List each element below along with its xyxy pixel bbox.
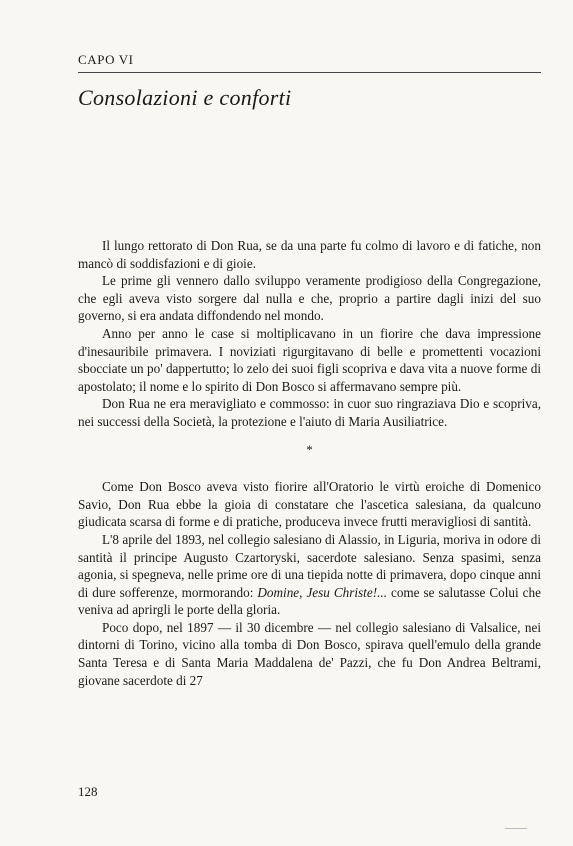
paragraph-text: L'8 aprile del 1893, nel collegio salesiano di Alassio, in Liguria, moriva in odore di santità il principe Augusto Czartoryski, sacerdote salesiano. Senza spasimi, senza agonia, si spegneva, nelle prime ore di una tiepida notte di primavera, dopo cinque anni di dure sofferenze, mormorando: (78, 531, 541, 600)
chapter-title: Consolazioni e conforti (78, 85, 292, 110)
paragraph: Il lungo rettorato di Don Rua, se da una parte fu colmo di lavoro e di fatiche, non mancò di soddisfazioni e di gioie. (78, 238, 541, 271)
latin-invocation: Domine, Jesu Christe!... (257, 584, 387, 600)
paragraph: Don Rua ne era meravigliato e commosso: in cuor suo ringraziava Dio e scopriva, nei successi della Società, la protezione e l'aiuto di Maria Ausiliatrice. (78, 396, 541, 429)
paragraph: Le prime gli vennero dallo sviluppo veramente prodigioso della Congregazione, che egli aveva visto sorgere dal nulla e che, proprio a partire dagli inizi del suo governo, si era andata diffondendo nel mondo. (78, 273, 541, 324)
body-text (78, 237, 541, 689)
paragraph: Come Don Bosco aveva visto fiorire all'Oratorio le virtù eroiche di Domenico Savio, Don Rua ebbe la gioia di constatare che l'ascetica salesiana, da qualcuno giudicata scarsa di forme e di pratiche, produceva invece frutti meravigliosi di santità. (78, 479, 541, 530)
paragraph (78, 531, 541, 619)
header-rule (78, 72, 541, 73)
scan-mark (505, 828, 527, 829)
paragraph: Anno per anno le case si moltiplicavano in un fiorire che dava impressione d'inesauribile primavera. I noviziati rigurgitavano di belle e promettenti vocazioni sbocciate un po' dappertutto; lo zelo dei suoi figli scopriva e dava vita a nuove forme di apostolato; il nome e lo spirito di Don Bosco si affermavano sempre più. (78, 325, 541, 394)
paragraph: Poco dopo, nel 1897 — il 30 dicembre — nel collegio salesiano di Valsalice, nei dintorni di Torino, vicino alla tomba di Don Bosco, spirava quell'emulo della grande Santa Teresa e di Santa Maria Maddalena de' Pazzi, che fu Don Andrea Beltrami, giovane sacerdote di 27 (78, 619, 541, 688)
chapter-label: CAPO VI (78, 52, 134, 67)
section-separator: * (306, 441, 313, 457)
paragraph-text: come se salutasse Colui che veniva ad aprirgli le porte della gloria. (78, 584, 541, 618)
page-number: 128 (78, 784, 98, 799)
